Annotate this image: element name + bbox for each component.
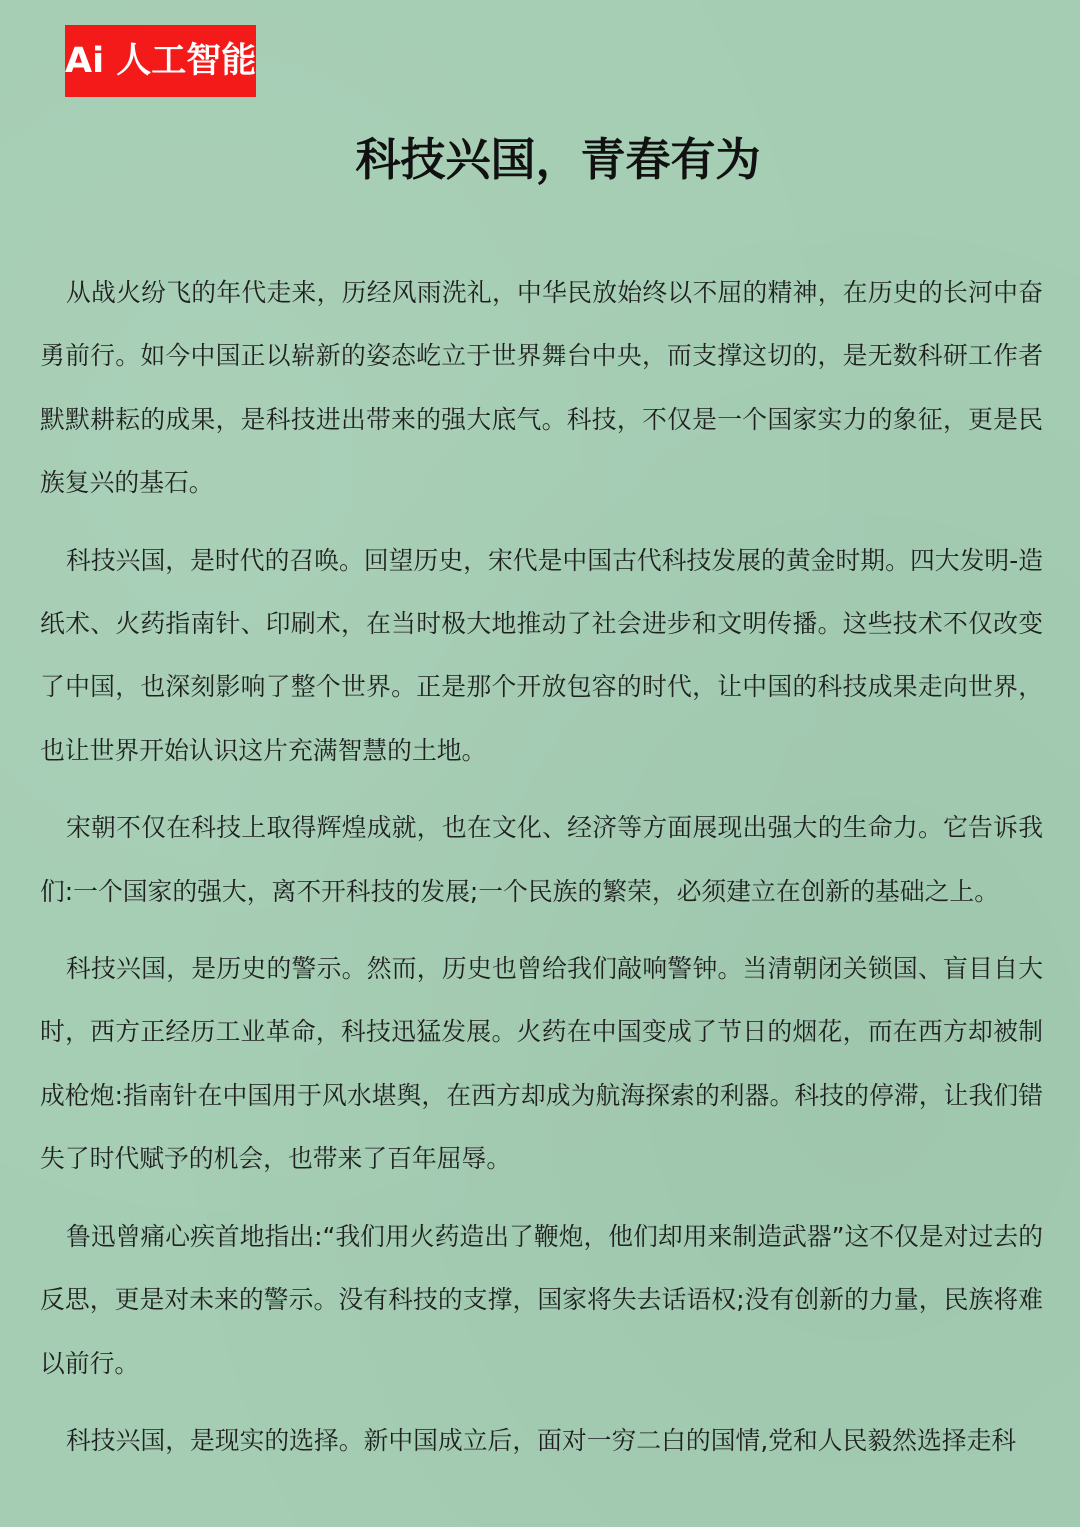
paragraph-5: 鲁迅曾痛心疾首地指出:“我们用火药造出了鞭炮，他们却用来制造武器”这不仅是对过去的反思，更是对未来的警示。没有科技的支撑，国家将失去话语权;没有创新的力量，民族将难以前行。 [40, 1221, 1043, 1378]
paragraph-4: 科技兴国，是历史的警示。然而，历史也曾给我们敲响警钟。当清朝闭关锁国、盲目自大时，西方正经历工业革命，科技迅猛发展。火药在中国变成了节日的烟花，而在西方却被制成枪炮:指南针在中国用于风水堪舆，在西方却成为航海探索的利器。科技的停滞，让我们错失了时代赋予的机会，也带来了百年屈辱。 [40, 954, 1043, 1174]
category-tag: Ai 人工智能 [65, 25, 256, 97]
paragraph-6: 科技兴国，是现实的选择。新中国成立后，面对一穷二白的国情,党和人民毅然选择走科 [66, 1425, 1017, 1455]
article-title: 科技兴国，青春有为 [355, 133, 761, 186]
paragraph-3: 宋朝不仅在科技上取得辉煌成就，也在文化、经济等方面展现出强大的生命力。它告诉我们:一个国家的强大，离不开科技的发展;一个民族的繁荣，必须建立在创新的基础之上。 [40, 813, 1043, 906]
paragraph-1: 从战火纷飞的年代走来，历经风雨洗礼，中华民放始终以不屈的精神，在历史的长河中奋勇前行。如今中国正以崭新的姿态屹立于世界舞台中央，而支撑这切的，是无数科研工作者默默耕耘的成果，是科技进出带来的强大底气。科技，不仅是一个国家实力的象征，更是民族复兴的基石。 [40, 278, 1043, 498]
paragraph-2: 科技兴国，是时代的召唤。回望历史，宋代是中国古代科技发展的黄金时期。四大发明-造纸术、火药指南针、印刷术，在当时极大地推动了社会进步和文明传播。这些技术不仅改变了中国，也深刻影响了整个世界。正是那个开放包容的时代，让中国的科技成果走向世界，也让世界开始认识这片充满智慧的土地。 [40, 545, 1043, 765]
article-body [40, 261, 1043, 1486]
